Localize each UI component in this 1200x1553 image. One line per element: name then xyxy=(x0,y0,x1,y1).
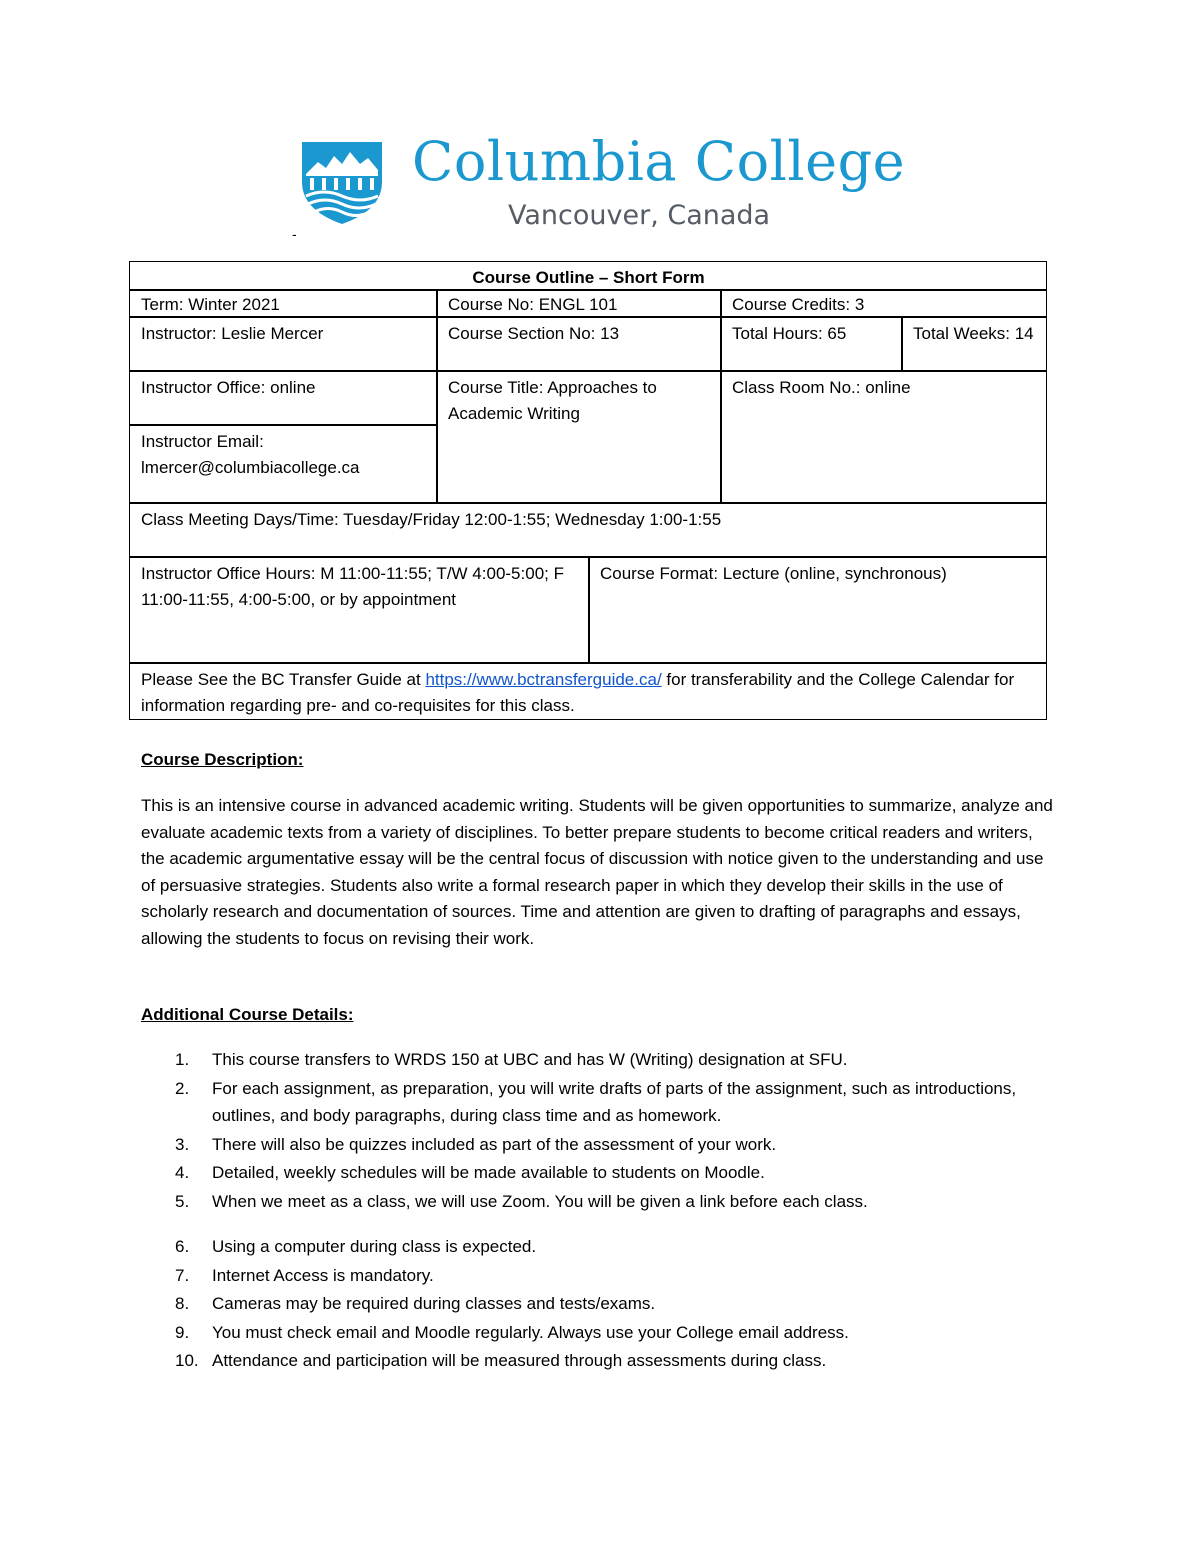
list-item xyxy=(141,1347,1061,1375)
transfer-guide-cell xyxy=(129,662,1047,720)
list-item xyxy=(141,1290,1061,1318)
course-section-cell: Course Section No: 13 xyxy=(436,316,722,372)
course-description-heading: Course Description: xyxy=(141,750,304,769)
course-credits-cell: Course Credits: 3 xyxy=(720,289,1047,318)
details-list-part-2 xyxy=(141,1233,1061,1376)
list-item-text: For each assignment, as preparation, you will write drafts of parts of the assignment, such as introductions, outlines, and body paragraphs, during class time and as homework. xyxy=(212,1078,1017,1125)
list-item xyxy=(141,1075,1061,1130)
course-title-cell: Course Title: Approaches to Academic Writing xyxy=(436,370,722,504)
outline-title: Course Outline – Short Form xyxy=(129,261,1047,291)
list-item-number: 3. xyxy=(175,1134,190,1154)
list-item-number: 8. xyxy=(175,1294,190,1313)
course-outline-table xyxy=(129,261,1047,720)
list-item-text: When we meet as a class, we will use Zoom. You will be given a link before each class. xyxy=(212,1191,868,1211)
office-hours-cell: Instructor Office Hours: M 11:00-11:55; T/W 4:00-5:00; F 11:00-11:55, 4:00-5:00, or by appointment xyxy=(129,556,590,664)
list-item-number: 5. xyxy=(175,1191,190,1211)
list-item-number: 10. xyxy=(175,1351,199,1370)
instructor-email-cell xyxy=(129,424,438,504)
college-logo xyxy=(300,130,920,236)
list-item-number: 7. xyxy=(175,1265,190,1285)
instructor-email-value: lmercer@columbiacollege.ca xyxy=(141,458,360,477)
details-list-part-1 xyxy=(141,1046,1061,1216)
list-item xyxy=(141,1262,1061,1290)
list-item xyxy=(141,1159,1061,1187)
list-item xyxy=(141,1188,1061,1216)
list-item-number: 2. xyxy=(175,1078,190,1098)
list-item xyxy=(141,1131,1061,1159)
college-name: Columbia College xyxy=(412,130,906,193)
instructor-email-label: Instructor Email: xyxy=(141,432,264,451)
list-item xyxy=(141,1046,1061,1074)
list-item-text: Using a computer during class is expected. xyxy=(212,1237,537,1256)
list-item-text: Detailed, weekly schedules will be made available to students on Moodle. xyxy=(212,1163,765,1182)
list-item xyxy=(141,1319,1061,1347)
term-cell: Term: Winter 2021 xyxy=(129,289,438,318)
list-item-text: This course transfers to WRDS 150 at UBC and has W (Writing) designation at SFU. xyxy=(212,1050,848,1069)
bc-transfer-guide-link[interactable]: https://www.bctransferguide.ca/ xyxy=(425,670,662,689)
stray-mark: - xyxy=(292,226,297,242)
total-hours-cell: Total Hours: 65 xyxy=(720,316,903,372)
list-item-text: Attendance and participation will be measured through assessments during class. xyxy=(212,1351,827,1370)
course-description-text: This is an intensive course in advanced academic writing. Students will be given opportunities to summarize, analyze and evaluate academic texts from a variety of disciplines. To better prepare students to become critical readers and writers, the academic argumentative essay will be the central focus of discussion with notice given to the understanding and use of persuasive strategies. Students also write a formal research paper in which they develop their skills in the use of scholarly research and documentation of sources. Time and attention are given to drafting of paragraphs and essays, allowing the students to focus on revising their work. xyxy=(141,796,1053,948)
instructor-office-cell: Instructor Office: online xyxy=(129,370,438,426)
course-format-cell: Course Format: Lecture (online, synchronous) xyxy=(588,556,1047,664)
transfer-text-suffix: for transferability and the College Calendar for information regarding pre- and co-requisites for this class. xyxy=(141,670,1015,715)
meeting-times-cell: Class Meeting Days/Time: Tuesday/Friday 12:00-1:55; Wednesday 1:00-1:55 xyxy=(129,502,1047,558)
list-item-text: Cameras may be required during classes and tests/exams. xyxy=(212,1294,656,1313)
list-item-text: There will also be quizzes included as part of the assessment of your work. xyxy=(212,1134,777,1154)
list-item-text: You must check email and Moodle regularly. Always use your College email address. xyxy=(212,1322,849,1342)
list-item-number: 9. xyxy=(175,1322,190,1342)
instructor-cell: Instructor: Leslie Mercer xyxy=(129,316,438,372)
transfer-text-prefix: Please See the BC Transfer Guide at xyxy=(141,670,426,689)
college-shield-icon xyxy=(300,138,384,226)
list-item xyxy=(141,1233,1061,1261)
list-item-number: 6. xyxy=(175,1237,190,1256)
class-room-cell: Class Room No.: online xyxy=(720,370,1047,504)
list-item-number: 4. xyxy=(175,1163,190,1182)
list-item-text: Internet Access is mandatory. xyxy=(212,1265,434,1285)
additional-details-heading: Additional Course Details: xyxy=(141,1005,354,1024)
college-location: Vancouver, Canada xyxy=(508,200,771,231)
total-weeks-cell: Total Weeks: 14 xyxy=(901,316,1047,372)
list-item-number: 1. xyxy=(175,1050,190,1069)
course-no-cell: Course No: ENGL 101 xyxy=(436,289,722,318)
